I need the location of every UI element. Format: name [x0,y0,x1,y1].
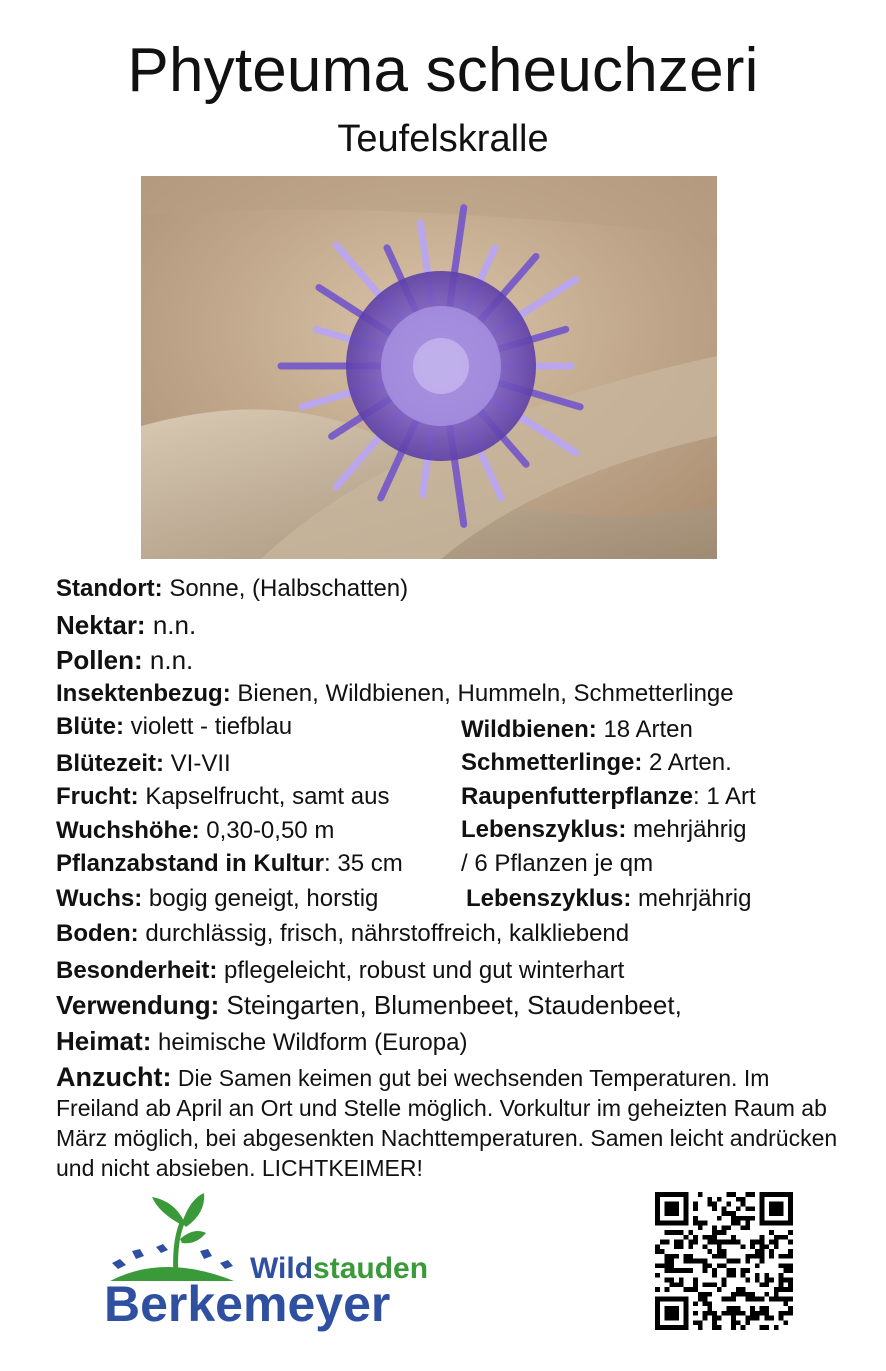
qr-code-icon [655,1192,793,1330]
boden-row: Boden: durchlässig, frisch, nährstoffreich, kalkliebend [56,920,630,947]
logo-wordmark-top: Wildstauden [250,1252,429,1285]
bluetezeit-row: Blütezeit: VI-VII [56,750,231,777]
insektenbezug-row: Insektenbezug: Bienen, Wildbienen, Hummeln, Schmetterlinge [56,680,734,707]
bluete-row: Blüte: violett - tiefblau [56,713,293,740]
pollen-row: Pollen: n.n. [56,645,194,675]
page-subtitle: Teufelskralle [337,118,549,160]
logo-brand: Berkemeyer [104,1276,391,1332]
nektar-row: Nektar: n.n. [56,610,197,640]
schmetterlinge-row: Schmetterlinge: 2 Arten. [461,749,732,776]
pflanzabstand-row: Pflanzabstand in Kultur: 35 cm [56,850,403,877]
lebenszyklus-row-2: Lebenszyklus: mehrjährig [466,885,752,912]
wuchs-row: Wuchs: bogig geneigt, horstig [56,885,379,912]
wuchshoehe-row: Wuchshöhe: 0,30-0,50 m [56,817,335,844]
verwendung-row: Verwendung: Steingarten, Blumenbeet, Staudenbeet, [56,990,682,1020]
sprout-icon [110,1193,234,1281]
besonderheit-row: Besonderheit: pflegeleicht, robust und gut winterhart [56,957,625,984]
page-title: Phyteuma scheuchzeri [127,36,759,105]
raupenfutter-row: Raupenfutterpflanze: 1 Art [461,783,756,810]
standort-row: Standort: Sonne, (Halbschatten) [56,575,409,602]
anzucht-paragraph: Anzucht: Die Samen keimen gut bei wechsenden Temperaturen. Im Freiland ab April an Ort und Stelle möglich. Vorkultur im geheizten Raum ab März möglich, bei abgesenkten Nachttemperaturen. Samen leicht andrücken und nicht absieben. LICHTKEIMER! [56,1062,838,1181]
wildbienen-row: Wildbienen: 18 Arten [461,716,693,743]
frucht-row: Frucht: Kapselfrucht, samt aus [56,783,390,810]
plant-photo [141,176,717,559]
berkemeyer-logo [104,1193,429,1333]
lebenszyklus-row: Lebenszyklus: mehrjährig [461,816,747,843]
heimat-row: Heimat: heimische Wildform (Europa) [56,1026,468,1056]
pflanzen-je-qm: / 6 Pflanzen je qm [461,850,654,877]
